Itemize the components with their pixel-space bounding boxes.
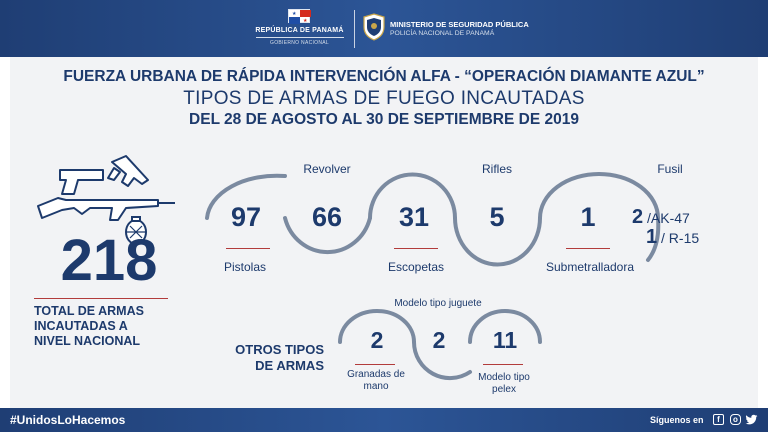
government-label: GOBIERNO NACIONAL	[270, 40, 329, 46]
granadas-label: Granadas de mano	[347, 369, 405, 392]
escopetas-underline	[394, 248, 438, 249]
fusil-r15-value: 1	[646, 226, 658, 248]
instagram-icon[interactable]: o	[730, 414, 741, 425]
fusil-ak47-model: /AK-47	[647, 210, 690, 226]
pelex-label: Modelo tipo pelex	[478, 372, 530, 395]
ministry-label: MINISTERIO DE SEGURIDAD PÚBLICA	[390, 20, 529, 29]
escopetas-label: Escopetas	[387, 260, 445, 274]
fusil-ak47-row	[632, 208, 722, 228]
panama-flag-icon: ★ ★	[288, 9, 310, 23]
juguete-label: Modelo tipo juguete	[394, 298, 482, 309]
title-date-range: DEL 28 DE AGOSTO AL 30 DE SEPTIEMBRE DE 2019	[189, 111, 579, 128]
revolver-label: Revolver	[303, 162, 351, 176]
pistolas-label: Pistolas	[223, 260, 267, 274]
submetralladora-underline	[566, 248, 610, 249]
hashtag-label: #UnidosLoHacemos	[10, 413, 126, 427]
footer-bar	[0, 408, 768, 432]
title-operation: FUERZA URBANA DE RÁPIDA INTERVENCIÓN ALFA - “OPERACIÓN DIAMANTE AZUL”	[63, 68, 705, 85]
rifles-value: 5	[489, 202, 505, 232]
juguete-value: 2	[432, 327, 446, 353]
follow-us-label: Síguenos en	[650, 415, 704, 425]
granadas-value: 2	[370, 327, 384, 353]
other-weapons-title: OTROS TIPOS DE ARMAS	[235, 342, 324, 373]
pelex-value: 11	[492, 327, 518, 353]
total-weapons-value: 218	[60, 228, 158, 293]
fusil-ak47-value: 2	[632, 206, 644, 228]
rifles-label: Rifles	[481, 162, 512, 176]
pistolas-underline	[226, 248, 270, 249]
twitter-icon[interactable]	[745, 414, 758, 426]
escopetas-value: 31	[398, 202, 430, 232]
facebook-icon[interactable]: f	[713, 414, 724, 425]
total-weapons-label: TOTAL DE ARMAS INCAUTADAS A NIVEL NACIONAL	[34, 304, 144, 348]
title-weapon-types: TIPOS DE ARMAS DE FUEGO INCAUTADAS	[183, 88, 585, 109]
submetralladora-label: Submetralladora	[545, 260, 635, 274]
granadas-underline	[355, 364, 395, 365]
fusil-label: Fusil	[657, 162, 683, 176]
republic-label: REPÚBLICA DE PANAMÁ	[255, 27, 344, 34]
pelex-underline	[483, 364, 523, 365]
fusil-r15-row	[632, 228, 722, 248]
fusil-breakdown	[632, 208, 722, 248]
revolver-value: 66	[311, 202, 343, 232]
police-label: POLICÍA NACIONAL DE PANAMÁ	[390, 30, 495, 37]
submetralladora-value: 1	[580, 202, 596, 232]
pistolas-value: 97	[230, 202, 262, 232]
fusil-r15-model: / R-15	[661, 230, 700, 246]
